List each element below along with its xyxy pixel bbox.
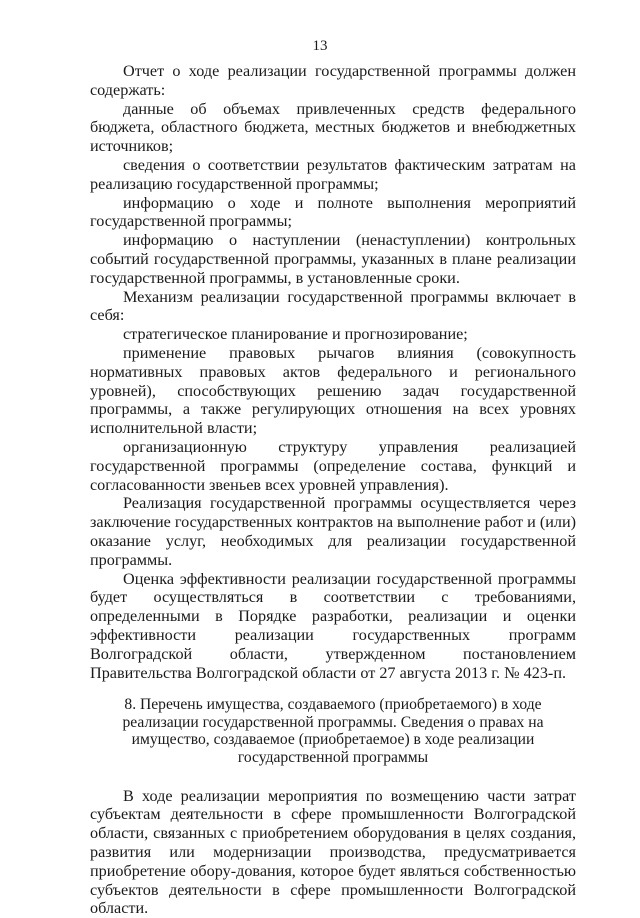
paragraph: информацию о наступлении (ненаступлении) контрольных событий государственной программы, указанных в плане реализации государственной программы, в установленные сроки. (90, 231, 576, 287)
paragraph: стратегическое планирование и прогнозирование; (123, 325, 468, 344)
section-heading: 8. Перечень имущества, создаваемого (приобретаемого) в ходе реализации государственной программы. Сведения о правах на имущество, создаваемое (приобретаемое) в ходе реализации государственной программы (122, 696, 544, 767)
paragraph: применение правовых рычагов влияния (совокупность нормативных правовых актов федерального и регионального уровней), способствующих решению задач государственной программы, а также регулирующих отношения на всех уровнях исполнительной власти; (90, 343, 576, 438)
paragraph: сведения о соответствии результатов фактическим затратам на реализацию государственной программы; (90, 155, 576, 193)
page-number: 13 (312, 38, 328, 54)
paragraph: Оценка эффективности реализации государственной программы будет осуществляться в соответствии с требованиями, определенными в Порядке разработки, реализации и оценки эффективности реализации государственных программ Волгоградской области, утвержденном постановлением Правительства Волгоградской области от 27 августа 2013 г. № 423-п. (90, 569, 576, 682)
paragraph: Отчет о ходе реализации государственной программы должен содержать: (90, 62, 576, 99)
document-body (90, 62, 576, 918)
paragraph: Механизм реализации государственной программы включает в себя: (90, 287, 576, 325)
paragraph: информацию о ходе и полноте выполнения мероприятий государственной программы; (90, 193, 576, 231)
paragraph: данные об объемах привлеченных средств федерального бюджета, областного бюджета, местных бюджетов и внебюджетных источников; (90, 99, 576, 156)
final-paragraph: В ходе реализации мероприятия по возмещению части затрат субъектам деятельности в сфере промышленности Волгоградской области, связанных с приобретением оборудования в целях создания, развития или модернизации производства, предусматривается приобретение обору-дования, которое будет являться собственностью субъектов деятельности в сфере промышленности Волгоградской области. (90, 786, 576, 918)
paragraph: организационную структуру управления реализацией государственной программы (определение состава, функций и согласованности звеньев всех уровней управления). (90, 437, 576, 494)
paragraph: Реализация государственной программы осуществляется через заключение государственных контрактов на выполнение работ и (или) оказание услуг, необходимых для реализации государственной программы. (90, 494, 577, 569)
